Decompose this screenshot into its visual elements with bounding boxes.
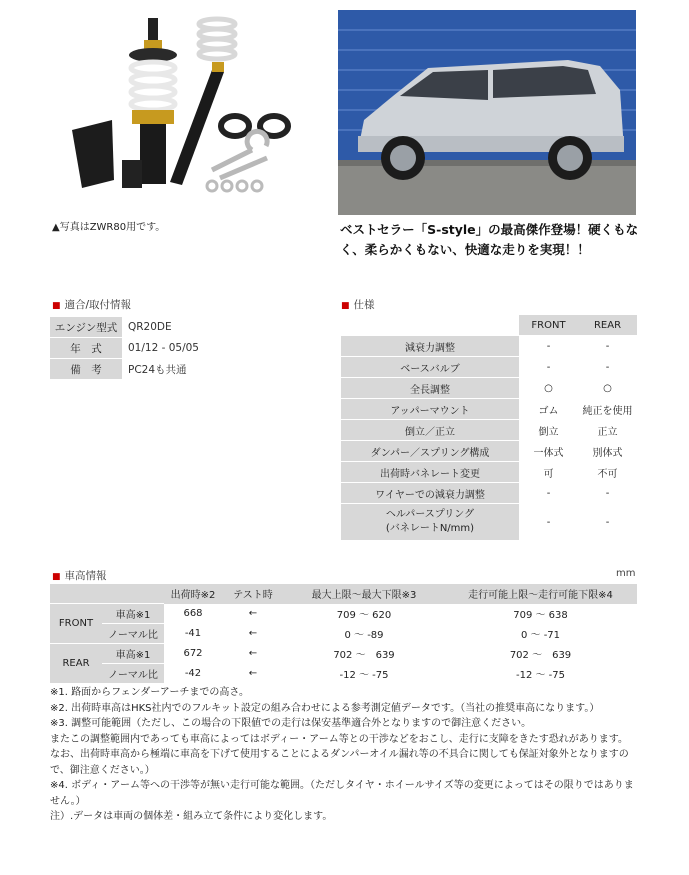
spec-front: - — [519, 504, 578, 541]
spec-front: ゴム — [519, 399, 578, 420]
footnote: ※1. 路面からフェンダーアーチまでの高さ。 — [50, 687, 249, 698]
spec-header-row — [341, 315, 637, 336]
fitting-label: 年 式 — [50, 338, 122, 359]
fitting-label: エンジン型式 — [50, 317, 122, 338]
height-drive: 0 ～ -71 — [520, 630, 561, 641]
spec-label: 出荷時バネレート変更 — [341, 462, 519, 483]
spec-front: 可 — [519, 462, 578, 483]
spec-label-line1: ヘルパースプリング — [385, 509, 475, 520]
fitting-value: QR20DE — [128, 321, 172, 334]
rear-group-label: REAR — [50, 644, 102, 684]
spec-section-title: ■ 仕様 — [341, 299, 375, 311]
car-photo — [338, 10, 636, 215]
spec-front: - — [519, 336, 578, 357]
height-max: -12 ～ -75 — [339, 669, 389, 681]
height-ship: 668 — [183, 608, 203, 619]
height-sub-label: 車高※1 — [102, 644, 164, 664]
spec-rear: - — [578, 357, 637, 378]
fitting-row — [50, 317, 312, 338]
spec-row — [341, 462, 637, 483]
fitting-row — [50, 338, 312, 359]
spec-label: アッパーマウント — [341, 399, 519, 420]
spec-rear: - — [578, 483, 637, 504]
height-ship: -42 — [184, 667, 202, 679]
height-test: ← — [248, 608, 258, 619]
spec-col-front: FRONT — [519, 315, 578, 336]
height-test: ← — [248, 667, 258, 679]
spec-rear: - — [578, 336, 637, 357]
height-header: 走行可能上限～走行可能下限※4 — [444, 584, 637, 604]
spec-label — [341, 504, 519, 541]
spec-row — [341, 441, 637, 462]
front-group-label: FRONT — [50, 604, 102, 644]
bullet-square-icon: ■ — [341, 301, 350, 311]
footnote: またこの調整範囲内であっても車高によってはボディー・アーム等との干渉などをおこし、走行に支障をきたす恐れがあります。 — [50, 733, 628, 745]
height-test: ← — [248, 648, 258, 659]
height-sub-label: ノーマル比 — [102, 664, 164, 684]
fitting-section-title: ■ 適合/取付情報 — [52, 299, 132, 311]
height-drive: 702 ～ 639 — [509, 650, 572, 661]
spec-rear: - — [578, 504, 637, 541]
spec-row — [341, 336, 637, 357]
fitting-value: PC24も共通 — [128, 363, 187, 376]
height-max: 709 ～ 620 — [336, 610, 392, 621]
footnotes — [50, 685, 640, 825]
spec-rear: ○ — [578, 378, 637, 399]
spec-front: 倒立 — [519, 420, 578, 441]
height-header: テスト時 — [222, 584, 284, 604]
height-ship: 672 — [183, 648, 203, 659]
spec-label: ベースバルブ — [341, 357, 519, 378]
footnote: なお、出荷時車高から極端に車高を下げて使用することによるダンパーオイル漏れ等の不具合に関しても保証対象外となりますので、御注意ください。） — [50, 749, 629, 776]
height-row — [50, 604, 637, 624]
spec-row — [341, 504, 637, 541]
height-section-title: ■ 車高情報 — [52, 570, 107, 582]
spec-rear: 別体式 — [578, 441, 637, 462]
washer-illustration — [207, 181, 262, 191]
spec-row — [341, 399, 637, 420]
spec-label: 倒立／正立 — [341, 420, 519, 441]
bullet-square-icon: ■ — [52, 572, 61, 582]
footnote: ※2. 出荷時車高はHKS社内でのフルキット設定の組み合わせによる参考測定値データです。（当社の推奨車高になります。） — [50, 702, 600, 714]
product-tagline: ベストセラー「S-style」の最高傑作登場！硬くもなく、柔らかくもない、快適な走りを実現！！ — [340, 222, 639, 257]
fitting-table — [50, 317, 312, 380]
height-drive: -12 ～ -75 — [515, 669, 566, 681]
spec-label: 減衰力調整 — [341, 336, 519, 357]
footnote: 注）.データは車両の個体差・組み立て条件により変化します。 — [50, 811, 333, 822]
height-header: 出荷時※2 — [164, 584, 222, 604]
spec-front: ○ — [519, 378, 578, 399]
spec-label: ダンパー／スプリング構成 — [341, 441, 519, 462]
spec-row — [341, 420, 637, 441]
fitting-label: 備 考 — [50, 359, 122, 380]
photo-caption: ▲写真はZWR80用です。 — [52, 222, 166, 233]
height-table — [50, 584, 637, 683]
front-strut-illustration — [72, 18, 177, 188]
height-sub-label: ノーマル比 — [102, 624, 164, 644]
height-row — [50, 664, 637, 684]
spec-row — [341, 357, 637, 378]
unit-label: mm — [616, 568, 636, 579]
height-max: 702 ～ 639 — [333, 650, 395, 661]
footnote: ※3. 調整可能範囲（ただし、この場合の下限値での走行は保安基準適合外となりますので御注意ください。 — [50, 718, 532, 729]
height-test: ← — [248, 628, 258, 639]
height-row — [50, 624, 637, 644]
height-ship: -41 — [184, 628, 202, 639]
spec-row — [341, 483, 637, 504]
height-drive: 709 ～ 638 — [513, 610, 568, 621]
spec-rear: 純正を使用 — [578, 399, 637, 420]
height-header-row — [50, 584, 637, 604]
spec-row — [341, 378, 637, 399]
footnote: ※4. ボディ・アーム等への干渉等が無い走行可能な範囲。（ただしタイヤ・ホイールサイズ等の変更によってはその限りではありません。） — [50, 780, 634, 807]
spec-table — [341, 315, 637, 541]
spec-rear: 不可 — [578, 462, 637, 483]
spec-label: 全長調整 — [341, 378, 519, 399]
fitting-row — [50, 359, 312, 380]
fitting-value: 01/12 - 05/05 — [128, 342, 199, 354]
coilover-product-photo — [52, 10, 302, 215]
spec-front: - — [519, 357, 578, 378]
spec-front: 一体式 — [519, 441, 578, 462]
rear-spring-illustration — [199, 19, 235, 59]
height-row — [50, 644, 637, 664]
spec-col-rear: REAR — [578, 315, 637, 336]
spec-label: ワイヤーでの減衰力調整 — [341, 483, 519, 504]
height-header: 最大上限～最大下限※3 — [284, 584, 444, 604]
height-sub-label: 車高※1 — [102, 604, 164, 624]
spec-label-line2: (バネレートN/mm) — [385, 523, 475, 534]
height-max: 0 ～ -89 — [344, 630, 384, 641]
spec-front: - — [519, 483, 578, 504]
bullet-square-icon: ■ — [52, 301, 61, 311]
spec-rear: 正立 — [578, 420, 637, 441]
